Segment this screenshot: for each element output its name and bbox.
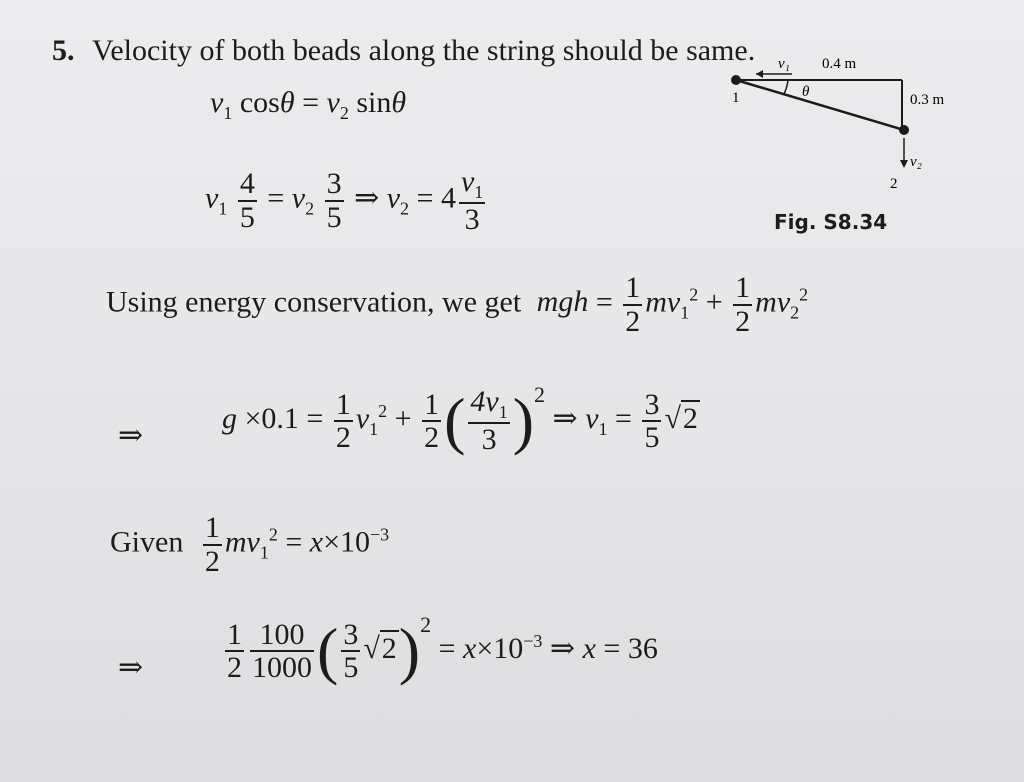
length-side-label: 0.3 m <box>910 92 945 108</box>
theta-symbol: θ <box>391 86 407 119</box>
numerator-text: 4v <box>470 385 499 419</box>
subscript: 2 <box>400 198 410 219</box>
final-answer: 36 <box>627 632 658 665</box>
v-symbol: v <box>210 86 224 119</box>
numerator: 4 <box>239 167 255 201</box>
equals-sign: = <box>595 285 613 319</box>
times-sign: × <box>476 632 494 665</box>
v-symbol: v <box>355 402 370 435</box>
equation-2 <box>205 166 488 235</box>
subscript: 1 <box>680 302 690 323</box>
equals-sign: = <box>615 402 632 435</box>
numerator: 1 <box>227 617 242 651</box>
energy-text: Using energy conservation, we get <box>106 285 522 319</box>
x-symbol: x <box>309 525 324 559</box>
subscript: 1 <box>474 182 484 202</box>
bead-2-label: 2 <box>890 176 898 192</box>
figure-caption: Fig. S8.34 <box>774 210 888 234</box>
v1-label: v₁ <box>778 56 790 72</box>
subscript: 1 <box>498 402 508 423</box>
superscript: 2 <box>799 284 809 305</box>
v-symbol: v <box>291 181 306 215</box>
fraction <box>250 619 314 684</box>
subscript: 1 <box>259 542 269 563</box>
left-paren: ( <box>317 615 339 687</box>
final-equation <box>222 612 658 687</box>
square-root: √2 <box>363 632 397 665</box>
denominator: 2 <box>227 651 242 685</box>
fraction <box>225 619 244 684</box>
denominator: 5 <box>644 421 660 455</box>
equals-sign: = <box>302 86 319 119</box>
subscript: 2 <box>305 198 315 219</box>
denominator: 3 <box>481 423 497 457</box>
string-line <box>736 80 904 130</box>
fraction <box>623 272 642 337</box>
implies-arrow: ⇒ <box>118 419 144 452</box>
mv-term: mv <box>224 525 260 559</box>
radicand: 2 <box>381 632 397 665</box>
square-root: √2 <box>664 402 698 435</box>
numerator: 1 <box>204 511 220 544</box>
cos-text: cos <box>239 86 280 119</box>
denominator: 5 <box>343 651 359 685</box>
denominator: 2 <box>204 544 220 578</box>
denominator: 2 <box>735 304 751 338</box>
equals-sign: = <box>603 632 621 665</box>
exponent: −3 <box>523 631 543 651</box>
given-line <box>110 512 389 577</box>
subscript: 1 <box>223 103 233 123</box>
x-symbol: x <box>582 632 596 665</box>
coefficient: 4 <box>440 181 456 215</box>
length-top-label: 0.4 m <box>822 56 857 72</box>
fraction <box>334 389 353 454</box>
fraction <box>468 386 509 455</box>
mgh-term: mgh <box>536 285 589 319</box>
height-value: 0.1 <box>261 402 299 435</box>
v2-label: v₂ <box>910 154 922 170</box>
equals-sign: = <box>416 181 434 215</box>
denominator: 2 <box>335 421 351 455</box>
numerator: 1 <box>335 387 351 421</box>
radicand: 2 <box>682 402 698 435</box>
v-symbol: v <box>205 181 219 215</box>
fraction <box>422 389 441 454</box>
equation-4 <box>222 382 700 456</box>
numerator: 3 <box>644 387 660 421</box>
numerator: 1 <box>735 271 751 304</box>
equals-sign: = <box>306 402 324 435</box>
numerator <box>468 386 509 424</box>
x-symbol: x <box>463 632 477 665</box>
right-paren: ) <box>512 385 535 457</box>
superscript: 2 <box>378 401 388 421</box>
bead-1 <box>731 75 741 85</box>
numerator: 3 <box>343 617 359 651</box>
v-symbol: v <box>326 86 340 119</box>
given-label: Given <box>110 525 184 559</box>
equals-sign: = <box>285 525 303 559</box>
subscript: 1 <box>369 419 379 439</box>
bead-1-label: 1 <box>732 90 740 106</box>
v-symbol: v <box>585 402 599 435</box>
plus-sign: + <box>394 402 412 435</box>
theta-symbol: θ <box>279 86 295 119</box>
subscript: 1 <box>218 198 228 219</box>
numerator: 1 <box>625 271 641 304</box>
v-symbol: v <box>386 181 401 215</box>
times-sign: × <box>244 402 262 435</box>
theta-label: θ <box>802 84 810 100</box>
denominator: 2 <box>424 421 440 455</box>
subscript: 1 <box>598 419 608 439</box>
implies-arrow: ⇒ <box>549 632 576 665</box>
sin-text: sin <box>356 86 392 119</box>
numerator: 100 <box>250 619 314 653</box>
denominator: 5 <box>326 200 342 234</box>
subscript: 2 <box>339 103 349 123</box>
g-symbol: g <box>222 402 237 435</box>
right-paren: ) <box>398 615 421 687</box>
numerator <box>459 166 485 204</box>
ten: 10 <box>339 525 370 559</box>
v2-arrowhead <box>900 160 908 168</box>
fraction <box>459 166 485 235</box>
fraction <box>203 512 222 577</box>
fraction <box>642 389 661 454</box>
v-symbol: v <box>460 165 475 198</box>
superscript: 2 <box>534 382 546 407</box>
ten: 10 <box>493 632 524 665</box>
equals-sign: = <box>438 632 456 665</box>
times-sign: × <box>323 525 340 559</box>
numerator: 1 <box>424 387 440 421</box>
implies-arrow: ⇒ <box>354 181 380 215</box>
fraction <box>341 619 360 684</box>
fraction <box>325 168 344 233</box>
denominator: 5 <box>239 200 255 234</box>
equation-1 <box>210 86 406 124</box>
left-paren: ( <box>444 385 466 457</box>
energy-line <box>106 272 808 337</box>
implies-arrow: ⇒ <box>552 402 578 435</box>
equals-sign: = <box>267 181 285 215</box>
intro-text: Velocity of both beads along the string should be same. <box>92 34 756 67</box>
bead-2 <box>899 125 909 135</box>
problem-number: 5. <box>52 34 75 67</box>
problem-heading <box>52 34 755 68</box>
denominator: 2 <box>625 304 641 338</box>
exponent: −3 <box>369 524 390 545</box>
mv-term: mv <box>755 285 791 319</box>
superscript: 2 <box>268 524 278 545</box>
implies-arrow: ⇒ <box>118 651 144 684</box>
fraction <box>733 272 752 337</box>
superscript: 2 <box>420 612 432 637</box>
angle-arc <box>784 80 788 94</box>
numerator: 3 <box>326 167 342 201</box>
denominator: 1000 <box>252 651 312 685</box>
subscript: 2 <box>790 302 800 323</box>
plus-sign: + <box>705 285 723 319</box>
superscript: 2 <box>689 284 699 305</box>
mv-term: mv <box>645 285 681 319</box>
fraction <box>238 168 257 233</box>
v1-arrowhead <box>756 70 763 78</box>
denominator: 3 <box>464 202 480 236</box>
